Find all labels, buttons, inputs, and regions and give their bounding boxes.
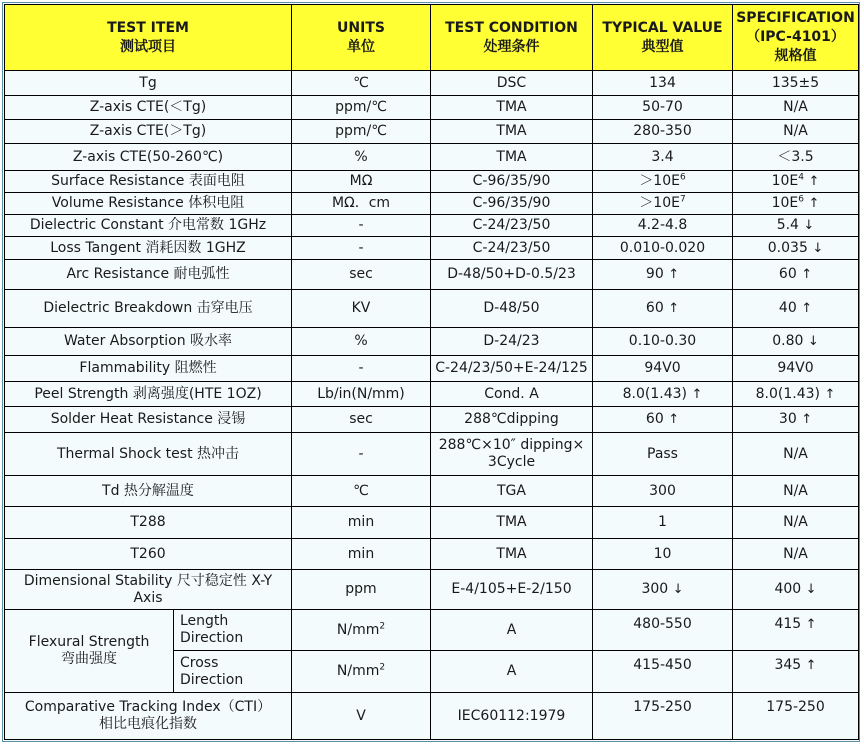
- down-arrow-icon: ↓: [812, 240, 824, 256]
- spec-value: 415 ↑: [733, 610, 859, 651]
- typical-value: 90 ↑: [593, 260, 733, 290]
- unit: V: [292, 693, 431, 740]
- header-typical-value: TYPICAL VALUE 典型值: [593, 5, 733, 71]
- unit: KV: [292, 290, 431, 328]
- unit: $N/mm^2$: [292, 610, 431, 651]
- unit: -: [292, 237, 431, 260]
- typical-value: 60 ↑: [593, 407, 733, 433]
- test-item: Water Absorption 吸水率: [5, 328, 292, 356]
- table-row: [5, 237, 859, 260]
- typical-value: 50-70: [593, 96, 733, 120]
- unit: min: [292, 507, 431, 539]
- test-item: Tg: [5, 71, 292, 96]
- typical-value: 8.0(1.43) ↑: [593, 382, 733, 407]
- typical-value: $>10E^6$: [593, 171, 733, 193]
- spec-value: N/A: [733, 539, 859, 570]
- table-row: [5, 328, 859, 356]
- unit: sec: [292, 407, 431, 433]
- table-row: [5, 476, 859, 507]
- test-condition: TMA: [431, 96, 593, 120]
- typical-value: $>10E^7$: [593, 193, 733, 215]
- down-arrow-icon: ↓: [803, 218, 815, 233]
- table-row: [5, 171, 859, 193]
- table-row: [5, 96, 859, 120]
- spec-value: 30 ↑: [733, 407, 859, 433]
- spec-value: 94V0: [733, 356, 859, 382]
- test-item: Comparative Tracking Index（CTI） 相比电痕化指数: [5, 693, 292, 740]
- up-arrow-icon: ↑: [824, 386, 836, 402]
- test-condition: C-24/23/50: [431, 237, 593, 260]
- spec-value: 0.80 ↓: [733, 328, 859, 356]
- typical-value: 134: [593, 71, 733, 96]
- spec-value: 400 ↓: [733, 570, 859, 610]
- test-item: Dielectric Constant 介电常数 1GHz: [5, 215, 292, 237]
- spec-value: N/A: [733, 476, 859, 507]
- typical-value: 1: [593, 507, 733, 539]
- test-condition: Cond. A: [431, 382, 593, 407]
- typical-value: 280-350: [593, 120, 733, 144]
- typical-value: 10: [593, 539, 733, 570]
- down-arrow-icon: ↓: [807, 334, 819, 349]
- test-condition: 288℃dipping: [431, 407, 593, 433]
- typical-value: 94V0: [593, 356, 733, 382]
- test-item: Peel Strength 剥离强度(HTE 1OZ): [5, 382, 292, 407]
- typical-value: 415-450: [593, 651, 733, 693]
- table-row: [5, 215, 859, 237]
- unit: min: [292, 539, 431, 570]
- table-row: [5, 193, 859, 215]
- unit: ℃: [292, 476, 431, 507]
- header-row: [5, 5, 859, 71]
- spec-value: N/A: [733, 507, 859, 539]
- typical-value: 300: [593, 476, 733, 507]
- spec-value: 40 ↑: [733, 290, 859, 328]
- unit: MΩ．cm: [292, 193, 431, 215]
- test-item: Flammability 阻燃性: [5, 356, 292, 382]
- spec-value: 135±5: [733, 71, 859, 96]
- up-arrow-icon: ↑: [808, 174, 820, 189]
- unit: -: [292, 433, 431, 476]
- spec-value: 0.035 ↓: [733, 237, 859, 260]
- spec-value: $10E^6$ ↑: [733, 193, 859, 215]
- test-condition: C-96/35/90: [431, 171, 593, 193]
- test-item: T260: [5, 539, 292, 570]
- up-arrow-icon: ↑: [805, 658, 817, 673]
- typical-value: Pass: [593, 433, 733, 476]
- spec-value: N/A: [733, 433, 859, 476]
- typical-value: 60 ↑: [593, 290, 733, 328]
- up-arrow-icon: ↑: [668, 301, 680, 316]
- test-condition: D-48/50: [431, 290, 593, 328]
- typical-value: 0.010-0.020: [593, 237, 733, 260]
- unit: -: [292, 215, 431, 237]
- test-item: Z-axis CTE(50-260℃): [5, 144, 292, 171]
- spec-value: N/A: [733, 120, 859, 144]
- spec-value: 60 ↑: [733, 260, 859, 290]
- unit: ppm: [292, 570, 431, 610]
- test-condition: A: [431, 610, 593, 651]
- test-condition: TMA: [431, 539, 593, 570]
- test-item: Loss Tangent 消耗因数 1GHZ: [5, 237, 292, 260]
- spec-value: ＜3.5: [733, 144, 859, 171]
- test-item: Thermal Shock test 热冲击: [5, 433, 292, 476]
- direction-length: Length Direction: [174, 610, 292, 651]
- table-row: [5, 260, 859, 290]
- test-condition: DSC: [431, 71, 593, 96]
- up-arrow-icon: ↑: [801, 301, 813, 316]
- test-item: Dielectric Breakdown 击穿电压: [5, 290, 292, 328]
- material-spec-table: [4, 4, 859, 740]
- table-row: [5, 507, 859, 539]
- table-row: [5, 382, 859, 407]
- table-row: [5, 693, 859, 740]
- header-test-condition: TEST CONDITION 处理条件: [431, 5, 593, 71]
- table-row: [5, 120, 859, 144]
- test-condition: C-96/35/90: [431, 193, 593, 215]
- test-condition: C-24/23/50+E-24/125: [431, 356, 593, 382]
- test-item: T288: [5, 507, 292, 539]
- typical-value: 175-250: [593, 693, 733, 740]
- unit: ppm/℃: [292, 120, 431, 144]
- unit: MΩ: [292, 171, 431, 193]
- test-condition: TMA: [431, 120, 593, 144]
- test-condition: TGA: [431, 476, 593, 507]
- test-condition: A: [431, 651, 593, 693]
- typical-value: 480-550: [593, 610, 733, 651]
- down-arrow-icon: ↓: [805, 582, 817, 597]
- table-row: [5, 144, 859, 171]
- test-item: Z-axis CTE(＞Tg): [5, 120, 292, 144]
- table-row: [5, 610, 859, 651]
- typical-value: 0.10-0.30: [593, 328, 733, 356]
- unit: %: [292, 328, 431, 356]
- unit: Lb/in(N/mm): [292, 382, 431, 407]
- up-arrow-icon: ↑: [668, 267, 680, 282]
- header-specification: SPECIFICATION （IPC-4101） 规格值: [733, 5, 859, 71]
- unit: $N/mm^2$: [292, 651, 431, 693]
- test-item: Solder Heat Resistance 浸锡: [5, 407, 292, 433]
- test-item: Surface Resistance 表面电阻: [5, 171, 292, 193]
- spec-value: 5.4 ↓: [733, 215, 859, 237]
- unit: ppm/℃: [292, 96, 431, 120]
- unit: %: [292, 144, 431, 171]
- table-row: [5, 539, 859, 570]
- typical-value: 3.4: [593, 144, 733, 171]
- test-item-flexural-strength: Flexural Strength 弯曲强度: [5, 610, 174, 693]
- unit: sec: [292, 260, 431, 290]
- test-item: Volume Resistance 体积电阻: [5, 193, 292, 215]
- spec-value: 8.0(1.43) ↑: [733, 382, 859, 407]
- test-condition: IEC60112:1979: [431, 693, 593, 740]
- test-item: Arc Resistance 耐电弧性: [5, 260, 292, 290]
- unit: ℃: [292, 71, 431, 96]
- table-row: [5, 71, 859, 96]
- spec-value: $10E^4$ ↑: [733, 171, 859, 193]
- typical-value: 300 ↓: [593, 570, 733, 610]
- up-arrow-icon: ↑: [801, 267, 813, 282]
- header-units: UNITS 单位: [292, 5, 431, 71]
- test-item: Dimensional Stability 尺寸稳定性 X-Y Axis: [5, 570, 292, 610]
- table-row: [5, 407, 859, 433]
- direction-cross: Cross Direction: [174, 651, 292, 693]
- test-item: Td 热分解温度: [5, 476, 292, 507]
- test-condition: D-24/23: [431, 328, 593, 356]
- spec-value: 175-250: [733, 693, 859, 740]
- spec-value: N/A: [733, 96, 859, 120]
- test-condition: 288℃×10″ dipping× 3Cycle: [431, 433, 593, 476]
- unit: -: [292, 356, 431, 382]
- down-arrow-icon: ↓: [672, 582, 684, 597]
- test-condition: C-24/23/50: [431, 215, 593, 237]
- test-condition: TMA: [431, 507, 593, 539]
- spec-value: 345 ↑: [733, 651, 859, 693]
- up-arrow-icon: ↑: [691, 386, 703, 402]
- table-row: [5, 290, 859, 328]
- test-condition: D-48/50+D-0.5/23: [431, 260, 593, 290]
- test-condition: E-4/105+E-2/150: [431, 570, 593, 610]
- up-arrow-icon: ↑: [668, 412, 680, 427]
- test-item: Z-axis CTE(＜Tg): [5, 96, 292, 120]
- typical-value: 4.2-4.8: [593, 215, 733, 237]
- up-arrow-icon: ↑: [801, 412, 813, 427]
- up-arrow-icon: ↑: [808, 196, 820, 211]
- header-test-item: TEST ITEM 测试项目: [5, 5, 292, 71]
- table-row: [5, 356, 859, 382]
- table-row: [5, 433, 859, 476]
- up-arrow-icon: ↑: [805, 617, 817, 632]
- table-row: [5, 570, 859, 610]
- test-condition: TMA: [431, 144, 593, 171]
